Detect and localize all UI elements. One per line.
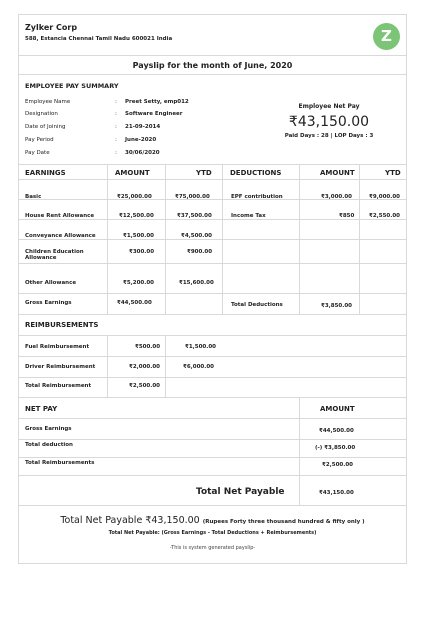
total-deductions-amount: ₹3,850.00 xyxy=(321,303,352,309)
total-net-payable-value: ₹43,150.00 xyxy=(319,490,354,496)
divider xyxy=(19,219,406,220)
total-deductions-label: Total Deductions xyxy=(231,302,283,308)
ytd-header: YTD xyxy=(196,169,212,177)
paid-days: Paid Days : 28 | LOP Days : 3 xyxy=(284,133,374,139)
divider xyxy=(19,356,406,357)
divider xyxy=(19,164,406,165)
footer-note: -This is system generated payslip- xyxy=(169,545,256,551)
divider xyxy=(19,314,406,315)
deductions-header: DEDUCTIONS xyxy=(230,169,282,177)
summary-heading: EMPLOYEE PAY SUMMARY xyxy=(25,82,119,90)
earning-amount: ₹25,000.00 xyxy=(117,194,152,200)
deduction-ytd: ₹9,000.00 xyxy=(369,194,400,200)
reimbursement-amount: ₹2,000.00 xyxy=(129,364,160,370)
deduction-amount-header: AMOUNT xyxy=(320,169,355,177)
field-label: Employee Name xyxy=(25,99,71,105)
field-value: Preet Setty, emp012 xyxy=(125,99,189,105)
earning-amount: ₹12,500.00 xyxy=(119,213,154,219)
divider xyxy=(19,263,406,264)
gross-earnings-label: Gross Earnings xyxy=(25,300,72,306)
field-label: Designation xyxy=(25,111,58,117)
divider xyxy=(19,377,406,378)
earning-amount: ₹300.00 xyxy=(129,249,155,255)
amount-header: AMOUNT xyxy=(115,169,150,177)
footer-formula: Total Net Payable: (Gross Earnings - Total Deductions + Reimbursements) xyxy=(108,530,317,536)
earning-ytd: ₹75,000.00 xyxy=(175,194,210,200)
net-pay-row-value: (-) ₹3,850.00 xyxy=(315,445,356,451)
field-separator: : xyxy=(115,111,117,117)
earning-name: Children Education Allowance xyxy=(25,249,84,261)
reimbursement-ytd: ₹1,500.00 xyxy=(185,344,216,350)
divider xyxy=(19,418,406,419)
net-pay-header: NET PAY xyxy=(25,405,58,413)
footer-amount-words: (Rupees Forty three thousand hundred & fifty only ) xyxy=(202,519,365,525)
field-label: Date of Joining xyxy=(25,124,66,130)
gross-earnings-amount: ₹44,500.00 xyxy=(117,300,152,306)
emp-field-designation xyxy=(25,111,225,123)
emp-field-name xyxy=(25,99,225,111)
emp-field-doj xyxy=(25,124,225,136)
net-pay-row-label: Total deduction xyxy=(25,442,73,448)
earnings-header: EARNINGS xyxy=(25,169,66,177)
reimbursement-ytd: ₹6,000.00 xyxy=(183,364,214,370)
net-pay-row-label: Total Reimbursements xyxy=(25,460,95,466)
earning-name: Other Allowance xyxy=(25,280,77,286)
col-divider xyxy=(107,335,108,397)
earning-ytd: ₹15,600.00 xyxy=(179,280,214,286)
col-divider xyxy=(299,397,300,505)
footer-total xyxy=(19,515,406,526)
reimbursement-amount: ₹500.00 xyxy=(135,344,161,350)
deduction-ytd-header: YTD xyxy=(385,169,401,177)
divider xyxy=(19,293,406,294)
deduction-name: Income Tax xyxy=(231,213,266,219)
footer-total-label: Total Net Payable xyxy=(60,515,143,526)
col-divider xyxy=(165,164,166,314)
payslip-sheet xyxy=(18,14,407,564)
col-divider xyxy=(359,164,360,314)
company-name: Zylker Corp xyxy=(25,23,78,32)
earning-ytd: ₹4,500.00 xyxy=(181,233,212,239)
field-value: Software Engineer xyxy=(125,111,183,117)
reimbursement-name: Driver Reimbursement xyxy=(25,364,96,370)
company-logo-icon: Z xyxy=(373,23,400,50)
net-pay-amount: ₹43,150.00 xyxy=(288,114,370,130)
net-pay-box xyxy=(259,103,399,139)
field-label: Pay Period xyxy=(25,137,54,143)
divider xyxy=(19,475,406,476)
deduction-ytd: ₹2,550.00 xyxy=(369,213,400,219)
earning-name: Basic xyxy=(25,194,42,200)
deduction-amount: ₹3,000.00 xyxy=(321,194,352,200)
earning-ytd: ₹37,500.00 xyxy=(177,213,212,219)
net-pay-row-label: Gross Earnings xyxy=(25,426,72,432)
total-reimbursement-label: Total Reimbursement xyxy=(25,383,92,389)
col-divider xyxy=(165,335,166,397)
earning-ytd: ₹900.00 xyxy=(187,249,213,255)
field-separator: : xyxy=(115,137,117,143)
earning-name: House Rent Allowance xyxy=(25,213,95,219)
divider xyxy=(19,397,406,398)
divider xyxy=(19,239,406,240)
col-divider xyxy=(222,164,223,314)
col-divider xyxy=(107,164,108,314)
company-header xyxy=(19,15,406,53)
payslip-title: Payslip for the month of June, 2020 xyxy=(19,55,406,75)
field-value: June-2020 xyxy=(125,137,157,143)
col-divider xyxy=(299,164,300,314)
earning-name: Conveyance Allowance xyxy=(25,233,96,239)
divider xyxy=(19,439,406,440)
total-net-payable-label: Total Net Payable xyxy=(196,487,285,497)
field-separator: : xyxy=(115,150,117,156)
emp-field-pay-date xyxy=(25,150,225,162)
emp-field-pay-period xyxy=(25,137,225,149)
reimbursements-header: REIMBURSEMENTS xyxy=(25,321,99,329)
field-value: 30/06/2020 xyxy=(125,150,160,156)
divider xyxy=(19,335,406,336)
net-pay-label: Employee Net Pay xyxy=(298,103,360,110)
divider xyxy=(19,457,406,458)
field-separator: : xyxy=(115,99,117,105)
earning-amount: ₹1,500.00 xyxy=(123,233,154,239)
reimbursement-name: Fuel Reimbursement xyxy=(25,344,90,350)
deduction-amount: ₹850 xyxy=(339,213,355,219)
net-pay-amount-header: AMOUNT xyxy=(320,405,355,413)
earning-amount: ₹5,200.00 xyxy=(123,280,154,286)
field-label: Pay Date xyxy=(25,150,50,156)
field-value: 21-09-2014 xyxy=(125,124,161,130)
divider xyxy=(19,179,406,180)
net-pay-row-value: ₹2,500.00 xyxy=(322,462,353,468)
deduction-name: EPF contribution xyxy=(231,194,283,200)
company-address: 588, Estancia Chennai Tamil Nadu 600021 India xyxy=(25,36,173,42)
net-pay-row-value: ₹44,500.00 xyxy=(319,428,354,434)
total-reimbursement-amount: ₹2,500.00 xyxy=(129,383,160,389)
footer-total-amount: ₹43,150.00 xyxy=(145,515,200,526)
divider xyxy=(19,505,406,506)
field-separator: : xyxy=(115,124,117,130)
